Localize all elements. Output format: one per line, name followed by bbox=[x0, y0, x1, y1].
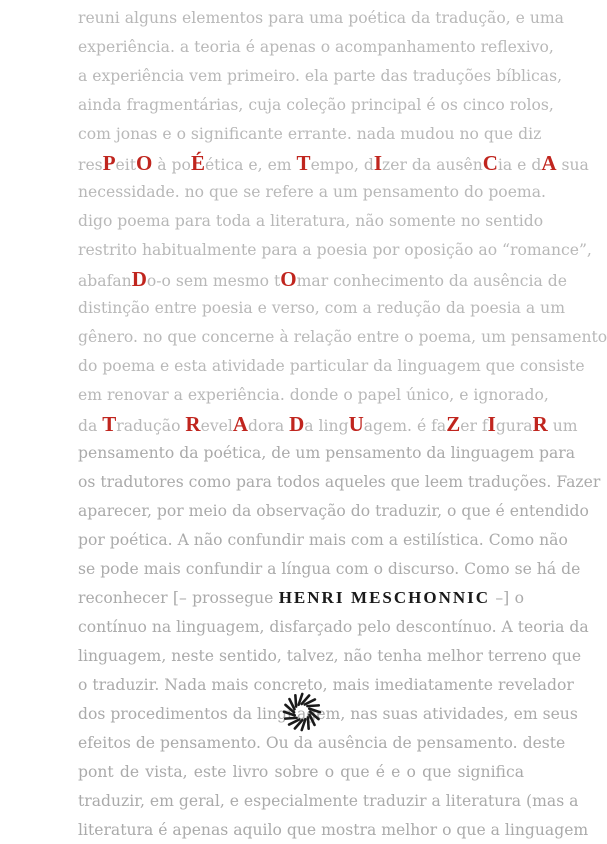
author-name: HENRI MESCHONNIC bbox=[278, 588, 491, 607]
text-line: distinção entre poesia e verso, com a redução da poesia a um bbox=[78, 299, 566, 317]
title-letter: P bbox=[102, 151, 116, 175]
text-fragment: evel bbox=[200, 417, 233, 435]
title-letter: U bbox=[348, 412, 364, 436]
text-line: a experiência vem primeiro. ela parte das traduções bíblicas, bbox=[78, 67, 563, 85]
burst-stroke bbox=[295, 695, 296, 706]
title-line-traduzir bbox=[78, 410, 578, 438]
title-letter: I bbox=[487, 412, 496, 436]
burst-stroke bbox=[308, 717, 309, 728]
text-fragment: reconhecer [– prossegue bbox=[78, 589, 279, 607]
text-line: digo poema para toda a literatura, não somente no sentido bbox=[78, 212, 544, 230]
text-line: linguagem, neste sentido, talvez, não tenha melhor terreno que bbox=[78, 647, 582, 665]
text-line: se pode mais confundir a língua com o discurso. Como se há de bbox=[78, 560, 581, 578]
text-fragment: agem. é fa bbox=[363, 417, 447, 435]
text-fragment: ia e d bbox=[497, 156, 542, 174]
text-line: literatura é apenas aquilo que mostra melhor o que a linguagem bbox=[78, 821, 589, 839]
title-line-do bbox=[78, 265, 567, 293]
text-fragment: eit bbox=[115, 156, 136, 174]
text-fragment: mar conhecimento da ausência de bbox=[296, 272, 567, 290]
text-line: necessidade. no que se refere a um pensamento do poema. bbox=[78, 183, 546, 201]
text-line: os tradutores como para todos aqueles que leem traduções. Fazer bbox=[78, 473, 601, 491]
text-fragment: ética e, em bbox=[204, 156, 297, 174]
text-line: pont de vista, este livro sobre o que é e o que significa bbox=[78, 763, 524, 781]
text-fragment: à po bbox=[152, 156, 191, 174]
text-line: efeitos de pensamento. Ou da ausência de pensamento. deste bbox=[78, 734, 566, 752]
text-line: experiência. a teoria é apenas o acompanhamento reflexivo, bbox=[78, 38, 554, 56]
text-line: aparecer, por meio da observação do traduzir, o que é entendido bbox=[78, 502, 589, 520]
title-letter: Z bbox=[446, 412, 461, 436]
text-fragment: gura bbox=[495, 417, 533, 435]
title-letter: D bbox=[131, 267, 147, 291]
circle-burst-icon bbox=[282, 692, 322, 732]
text-line: contínuo na linguagem, disfarçado pelo descontínuo. A teoria da bbox=[78, 618, 589, 636]
text-fragment: er f bbox=[460, 417, 488, 435]
text-line: do poema e esta atividade particular da linguagem que consiste bbox=[78, 357, 585, 375]
text-line: por poética. A não confundir mais com a estilística. Como não bbox=[78, 531, 568, 549]
text-line: restrito habitualmente para a poesia por oposição ao “romance”, bbox=[78, 241, 592, 259]
title-letter: T bbox=[102, 412, 117, 436]
text-fragment: sua bbox=[556, 156, 589, 174]
text-fragment: abafan bbox=[78, 272, 132, 290]
text-line: ainda fragmentárias, cuja coleção principal é os cinco rolos, bbox=[78, 96, 554, 114]
title-letter: A bbox=[541, 151, 557, 175]
burst-stroke bbox=[307, 705, 318, 706]
text-fragment: zer da ausên bbox=[382, 156, 483, 174]
text-fragment: um bbox=[547, 417, 578, 435]
title-letter: R bbox=[532, 412, 548, 436]
title-letter: I bbox=[373, 151, 383, 175]
text-fragment: da bbox=[78, 417, 103, 435]
text-line: com jonas e o significante errante. nada mudou no que diz bbox=[78, 125, 542, 143]
title-letter: O bbox=[280, 267, 297, 291]
text-fragment: o-o sem mesmo t bbox=[146, 272, 281, 290]
title-letter: D bbox=[289, 412, 305, 436]
title-line-poetica bbox=[78, 149, 589, 177]
title-letter: É bbox=[190, 151, 205, 175]
title-letter: R bbox=[185, 412, 201, 436]
text-line: reuni alguns elementos para uma poética da tradução, e uma bbox=[78, 9, 564, 27]
title-letter: T bbox=[296, 151, 311, 175]
title-letter: O bbox=[136, 151, 153, 175]
text-fragment: dora bbox=[248, 417, 290, 435]
text-fragment: a ling bbox=[304, 417, 349, 435]
text-fragment: –] o bbox=[490, 589, 524, 607]
text-line: pensamento da poética, de um pensamento da linguagem para bbox=[78, 444, 575, 462]
text-line: em renovar a experiência. donde o papel único, e ignorado, bbox=[78, 386, 549, 404]
text-line: dos procedimentos da linguagem, nas suas atividades, em seus bbox=[78, 705, 578, 723]
text-fragment: empo, d bbox=[310, 156, 374, 174]
burst-stroke bbox=[285, 718, 296, 719]
text-line: traduzir, em geral, e especialmente traduzir a literatura (mas a bbox=[78, 792, 579, 810]
title-letter: A bbox=[232, 412, 249, 436]
text-line: o traduzir. Nada mais concreto, mais imediatamente revelador bbox=[78, 676, 574, 694]
title-letter: C bbox=[482, 151, 498, 175]
text-fragment: res bbox=[78, 156, 103, 174]
text-fragment: radução bbox=[116, 417, 186, 435]
text-line: gênero. no que concerne à relação entre o poema, um pensamento bbox=[78, 328, 607, 346]
author-line bbox=[78, 584, 524, 612]
